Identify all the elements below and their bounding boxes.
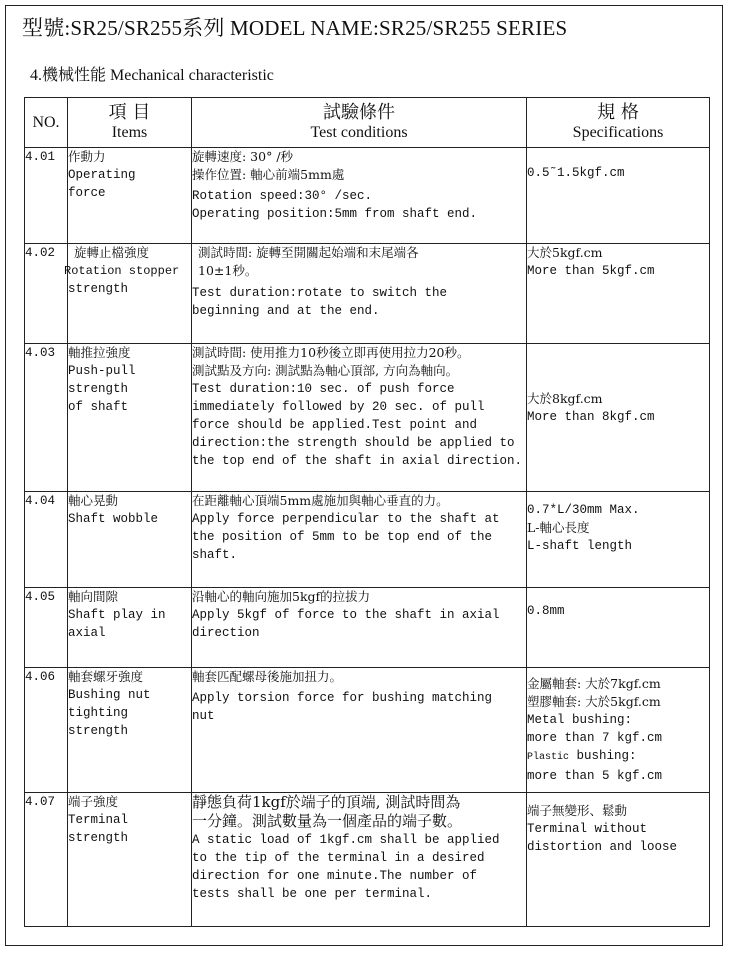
row-specification: 大於8kgf.cm More than 8kgf.cm [527,344,710,492]
header-test-en: Test conditions [310,123,408,141]
table-row [25,793,710,927]
row-test-conditions: 靜態負荷1kgf於端子的頂端, 測試時間為 一分鐘。測試數量為一個產品的端子數。 A static load of 1kgf.cm shall be applied to the tip of the terminal in a desired direction for one minute.The number of tests shall be one per terminal. [192,793,527,927]
row-number: 4.05 [25,588,68,668]
row-specification: 0.5˜1.5kgf.cm [527,148,710,244]
row-specification: 大於5kgf.cm More than 5kgf.cm [527,244,710,344]
header-spec-en: Specifications [572,123,664,141]
header-test-conditions [192,98,527,148]
row-number: 4.03 [25,344,68,492]
section-title: 4.機械性能 Mechanical characteristic [30,67,274,84]
row-specification: 0.7*L/30mm Max. L-軸心長度 L-shaft length [527,492,710,588]
mechanical-characteristic-table [24,97,710,927]
row-item: 軸向間隙 Shaft play in axial [68,588,192,668]
row-specification: 金屬軸套: 大於7kgf.cm 塑膠軸套: 大於5kgf.cm Metal bushing: more than 7 kgf.cm Plastic bushing: more than 5 kgf.cm [527,668,710,793]
row-item: 旋轉止檔強度 Rotation stopper strength [68,244,192,344]
table-row [25,588,710,668]
row-test-conditions: 在距離軸心頂端5mm處施加與軸心垂直的力。 Apply force perpendicular to the shaft at the position of 5mm to be top end of the shaft. [192,492,527,588]
row-number: 4.01 [25,148,68,244]
row-specification: 端子無變形、鬆動 Terminal without distortion and loose [527,793,710,927]
table-row [25,492,710,588]
row-item: 作動力 Operating force [68,148,192,244]
header-items-en: Items [111,123,148,141]
table-row [25,668,710,793]
row-test-conditions: 沿軸心的軸向施加5kgf的拉拔力 Apply 5kgf of force to the shaft in axial direction [192,588,527,668]
header-items-zh: 項 目 [108,101,151,123]
table-row [25,148,710,244]
row-item: 軸心晃動 Shaft wobble [68,492,192,588]
row-item: 軸套螺牙強度 Bushing nut tighting strength [68,668,192,793]
header-spec-zh: 規 格 [597,101,639,123]
row-test-conditions: 測試時間: 使用推力10秒後立即再使用拉力20秒。 測試點及方向: 測試點為軸心頂部, 方向為軸向。 Test duration:10 sec. of push force immediately followed by 20 sec. of pull force should be applied.Test point and direction:the strength should be applied to the top end of the shaft in axial direction. [192,344,527,492]
row-number: 4.04 [25,492,68,588]
row-test-conditions: 軸套匹配螺母後施加扭力。 Apply torsion force for bushing matching nut [192,668,527,793]
header-items [68,98,192,148]
table-header-row [25,98,710,148]
row-number: 4.02 [25,244,68,344]
row-test-conditions: 旋轉速度: 30° /秒 操作位置: 軸心前端5mm處 Rotation speed:30° /sec. Operating position:5mm from shaft end. [192,148,527,244]
table-row [25,244,710,344]
row-specification: 0.8mm [527,588,710,668]
table-row [25,344,710,492]
row-test-conditions: 測試時間: 旋轉至開關起始端和末尾端各 10±1秒。 Test duration:rotate to switch the beginning and at the end. [192,244,527,344]
row-number: 4.06 [25,668,68,793]
page-title: 型號:SR25/SR255系列 MODEL NAME:SR25/SR255 SERIES [22,16,568,40]
header-no: NO. [25,98,68,148]
row-item: 端子強度 Terminal strength [68,793,192,927]
row-item: 軸推拉強度 Push-pull strength of shaft [68,344,192,492]
row-number: 4.07 [25,793,68,927]
header-test-zh: 試驗條件 [323,101,395,123]
header-specifications [527,98,710,148]
